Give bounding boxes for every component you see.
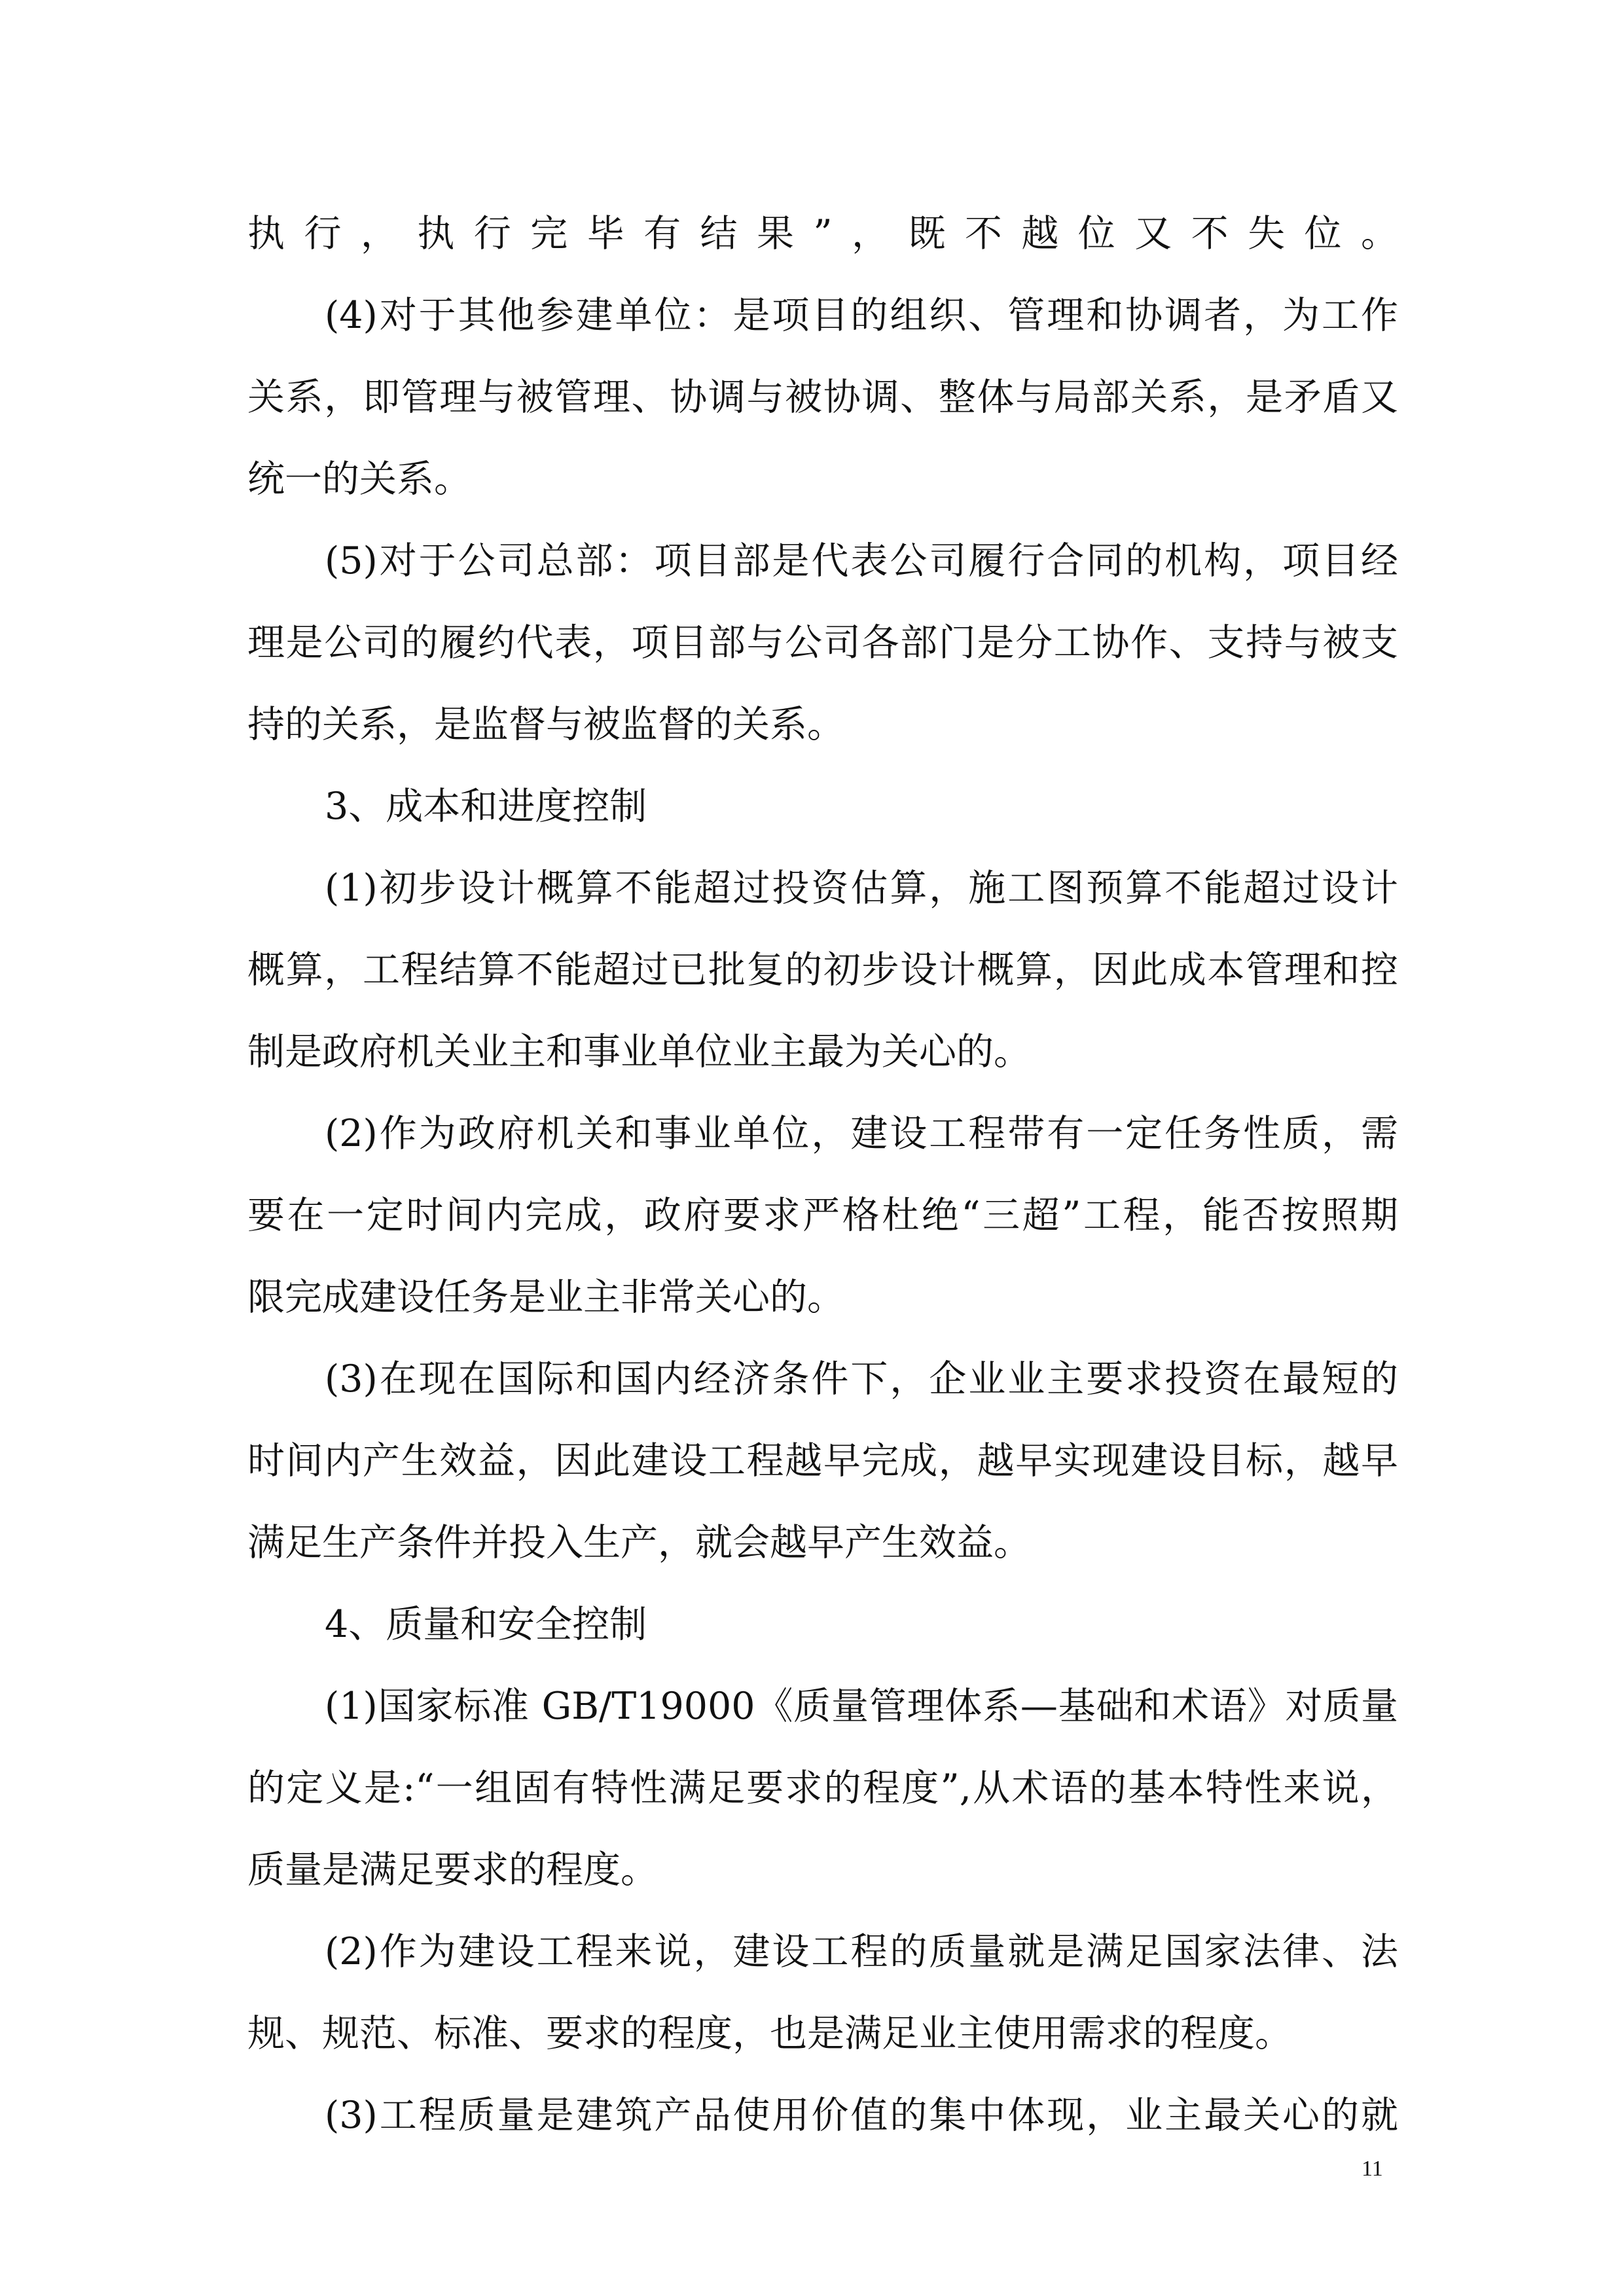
text-line: 持的关系，是监督与被监督的关系。	[247, 703, 844, 746]
text-line: 规、规范、标准、要求的程度，也是满足业主使用需求的程度。	[247, 2012, 1292, 2055]
text-line: 的定义是:“一组固有特性满足要求的程度”,从术语的基本特性来说，	[247, 1767, 1398, 1810]
text-line: 时间内产生效益，因此建设工程越早完成，越早实现建设目标，越早	[247, 1439, 1398, 1482]
text-line: 限完成建设任务是业主非常关心的。	[247, 1276, 844, 1319]
text-line: (2)作为建设工程来说，建设工程的质量就是满足国家法律、法	[325, 1930, 1398, 1973]
text-line: 概算，工程结算不能超过已批复的初步设计概算，因此成本管理和控	[247, 948, 1398, 992]
document-body	[247, 193, 1398, 2157]
text-line: (1)国家标准 GB/T19000《质量管理体系—基础和术语》对质量	[325, 1685, 1398, 1728]
section-heading: 3、成本和进度控制	[325, 785, 647, 828]
text-line: (3)在现在国际和国内经济条件下，企业业主要求投资在最短的	[325, 1357, 1398, 1401]
text-line: 制是政府机关业主和事业单位业主最为关心的。	[247, 1030, 1031, 1073]
text-line: (3)工程质量是建筑产品使用价值的集中体现，业主最关心的就	[325, 2094, 1398, 2137]
text-line: 要在一定时间内完成，政府要求严格杜绝“三超”工程，能否按照期	[247, 1194, 1398, 1237]
text-line: (1)初步设计概算不能超过投资估算，施工图预算不能超过设计	[325, 867, 1398, 910]
text-line: 执行，执行完毕有结果”，既不越位又不失位。	[247, 212, 1398, 255]
text-line: 满足生产条件并投入生产，就会越早产生效益。	[247, 1521, 1031, 1564]
page-number: 11	[1362, 2157, 1383, 2181]
text-line: 统一的关系。	[247, 457, 471, 501]
text-line: (2)作为政府机关和事业单位，建设工程带有一定任务性质，需	[325, 1112, 1398, 1155]
text-line: 质量是满足要求的程度。	[247, 1848, 658, 1892]
text-line: 理是公司的履约代表，项目部与公司各部门是分工协作、支持与被支	[247, 621, 1398, 664]
section-heading: 4、质量和安全控制	[325, 1603, 647, 1646]
text-line: (5)对于公司总部：项目部是代表公司履行合同的机构，项目经	[325, 539, 1398, 583]
text-line: (4)对于其他参建单位：是项目的组织、管理和协调者，为工作	[325, 294, 1398, 337]
text-line: 关系，即管理与被管理、协调与被协调、整体与局部关系，是矛盾又	[247, 376, 1398, 419]
